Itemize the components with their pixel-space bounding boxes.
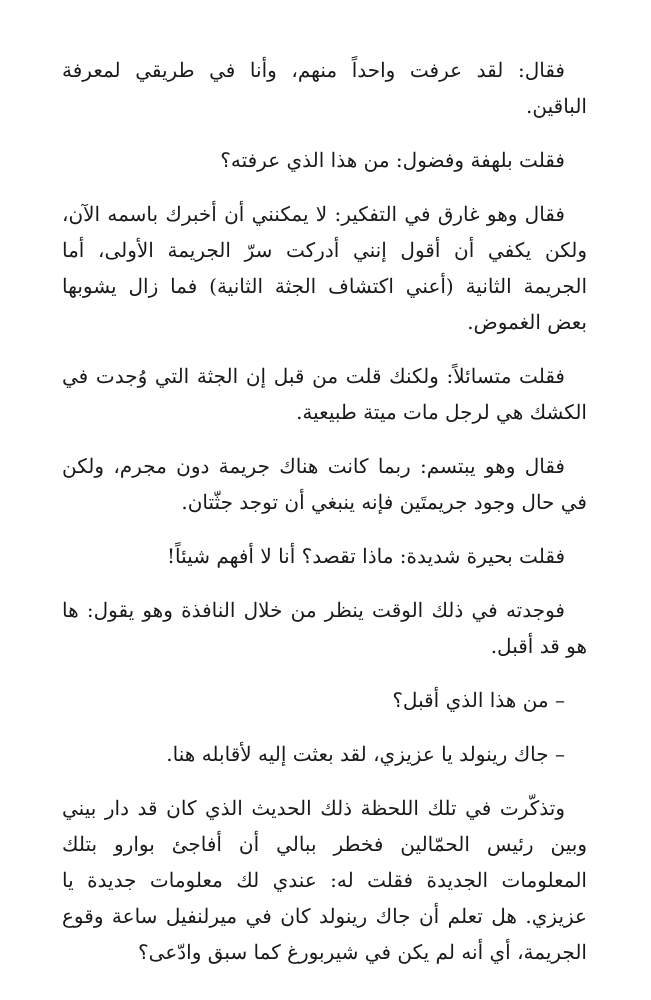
paragraph-1: فقال: لقد عرفت واحداً منهم، وأنا في طريقي لمعرفة الباقين. (62, 58, 587, 118)
paragraph-4: فقلت متسائلاً: ولكنك قلت من قبل إن الجثة التي وُجدت في الكشك هي لرجل مات ميتة طبيعية. (62, 364, 587, 424)
paragraph-3: فقال وهو غارق في التفكير: لا يمكنني أن أخبرك باسمه الآن، ولكن يكفي أن أقول إنني أدركت سرّ الجريمة الأولى، أما الجريمة الثانية (أعني اكتشاف الجثة الثانية) فما زال يشوبها بعض الغموض. (62, 202, 587, 334)
dialogue-line-2: – جاك رينولد يا عزيزي، لقد بعثت إليه لأقابله هنا. (166, 742, 565, 766)
paragraph-7: فوجدته في ذلك الوقت ينظر من خلال النافذة وهو يقول: ها هو قد أقبل. (62, 598, 587, 658)
paragraph-2: فقلت بلهفة وفضول: من هذا الذي عرفته؟ (220, 148, 565, 172)
paragraph-6: فقلت بحيرة شديدة: ماذا تقصد؟ أنا لا أفهم شيئاً! (167, 544, 565, 568)
paragraph-8: وتذكّرت في تلك اللحظة ذلك الحديث الذي كان قد دار بيني وبين رئيس الحمّالين فخطر ببالي أن أفاجئ بوارو بتلك المعلومات الجديدة فقلت له: عندي لك معلومات جديدة يا عزيزي. هل تعلم أن جاك رينولد كان في ميرلنفيل ساعة وقوع الجريمة، أي أنه لم يكن في شيربورغ كما سبق وادّعى؟ (62, 796, 587, 964)
document-page (62, 52, 587, 970)
dialogue-line-1: – من هذا الذي أقبل؟ (392, 688, 565, 712)
paragraph-5: فقال وهو يبتسم: ربما كانت هناك جريمة دون مجرم، ولكن في حال وجود جريمتَين فإنه ينبغي أن توجد جثّتان. (62, 454, 587, 514)
